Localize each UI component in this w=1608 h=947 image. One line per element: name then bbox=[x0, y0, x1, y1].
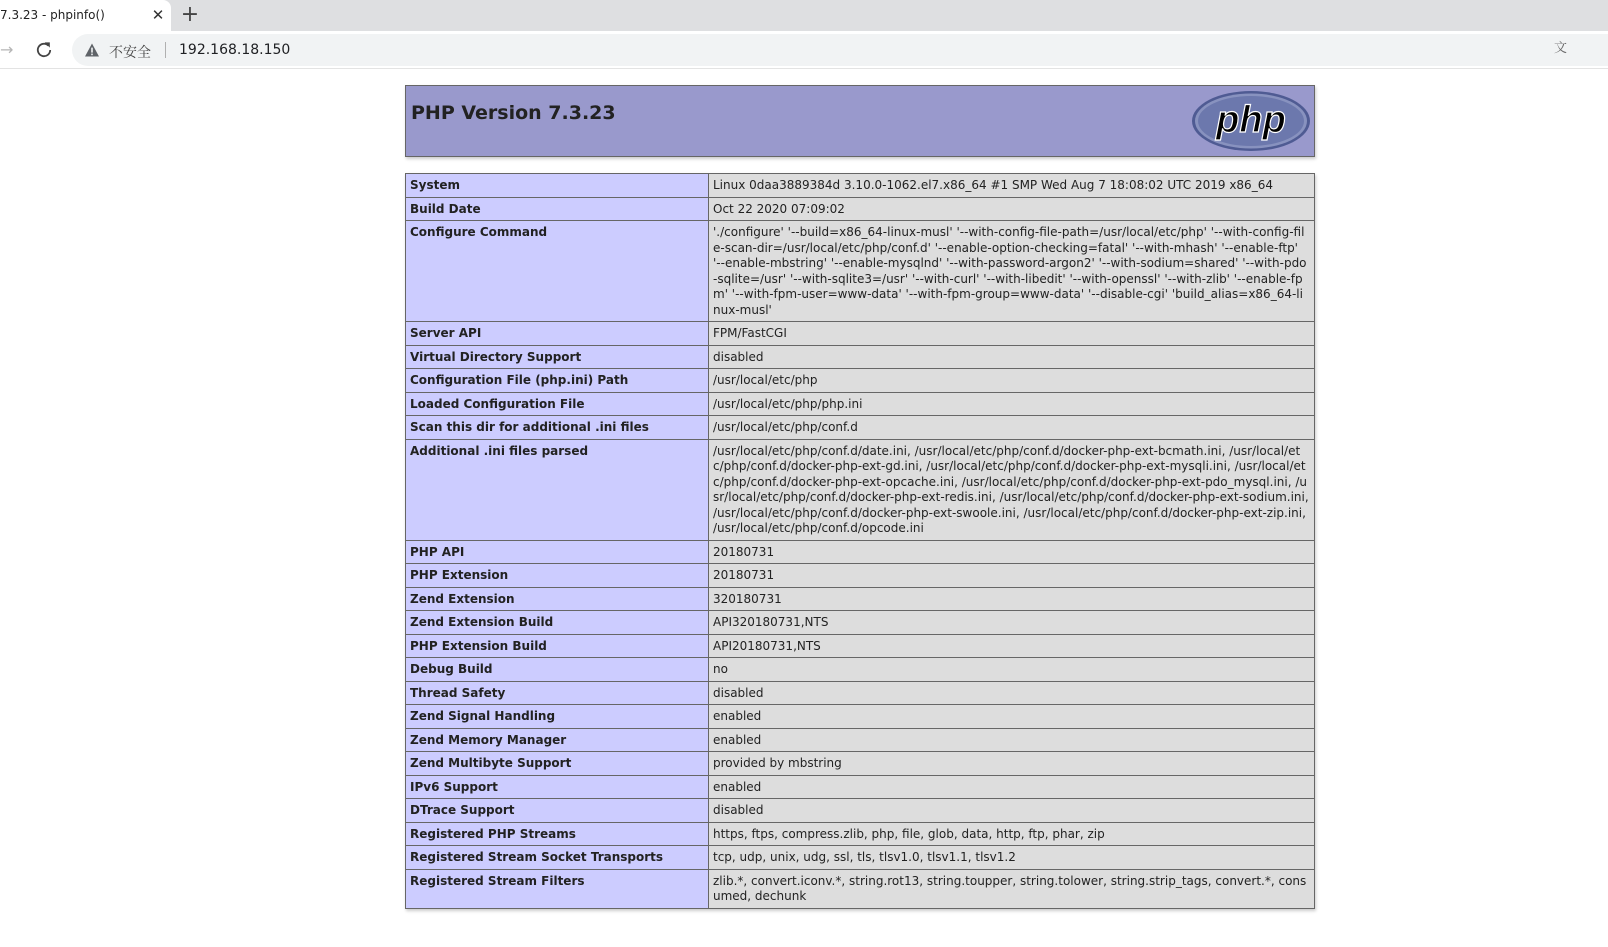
row-value: https, ftps, compress.zlib, php, file, glob, data, http, ftp, phar, zip bbox=[709, 822, 1315, 846]
address-bar[interactable] bbox=[72, 34, 1608, 66]
row-key: Thread Safety bbox=[406, 681, 709, 705]
row-key: PHP Extension Build bbox=[406, 634, 709, 658]
row-value: 20180731 bbox=[709, 564, 1315, 588]
row-value: enabled bbox=[709, 705, 1315, 729]
row-value: 320180731 bbox=[709, 587, 1315, 611]
row-value: no bbox=[709, 658, 1315, 682]
url-text[interactable]: 192.168.18.150 bbox=[179, 42, 291, 58]
table-row bbox=[406, 775, 1315, 799]
php-logo-text: php bbox=[1216, 99, 1286, 141]
row-key: Registered Stream Filters bbox=[406, 869, 709, 908]
table-row bbox=[406, 869, 1315, 908]
row-key: Loaded Configuration File bbox=[406, 392, 709, 416]
row-key: Zend Extension bbox=[406, 587, 709, 611]
row-key: Zend Signal Handling bbox=[406, 705, 709, 729]
row-key: Registered PHP Streams bbox=[406, 822, 709, 846]
row-key: Build Date bbox=[406, 197, 709, 221]
table-row bbox=[406, 658, 1315, 682]
table-row bbox=[406, 728, 1315, 752]
row-key: Zend Memory Manager bbox=[406, 728, 709, 752]
row-value: /usr/local/etc/php bbox=[709, 369, 1315, 393]
plus-icon[interactable]: + bbox=[180, 2, 200, 27]
warning-icon[interactable] bbox=[84, 42, 100, 58]
page-title: PHP Version 7.3.23 bbox=[411, 102, 616, 124]
row-key: Virtual Directory Support bbox=[406, 345, 709, 369]
translate-icon[interactable]: 文 bbox=[1554, 41, 1568, 56]
table-row bbox=[406, 369, 1315, 393]
page-content bbox=[0, 69, 1608, 947]
row-value: Linux 0daa3889384d 3.10.0-1062.el7.x86_64 #1 SMP Wed Aug 7 18:08:02 UTC 2019 x86_64 bbox=[709, 174, 1315, 198]
security-label[interactable]: 不安全 bbox=[109, 45, 151, 61]
row-value: zlib.*, convert.iconv.*, string.rot13, string.toupper, string.tolower, string.strip_tags, convert.*, consumed, dechunk bbox=[709, 869, 1315, 908]
row-key: Additional .ini files parsed bbox=[406, 439, 709, 540]
table-row bbox=[406, 705, 1315, 729]
browser-tab[interactable] bbox=[0, 0, 171, 31]
close-icon[interactable]: ✕ bbox=[151, 6, 165, 24]
row-value: API320180731,NTS bbox=[709, 611, 1315, 635]
table-row bbox=[406, 174, 1315, 198]
table-row bbox=[406, 564, 1315, 588]
row-key: Zend Multibyte Support bbox=[406, 752, 709, 776]
table-row bbox=[406, 345, 1315, 369]
table-row bbox=[406, 799, 1315, 823]
row-key: Registered Stream Socket Transports bbox=[406, 846, 709, 870]
row-key: PHP API bbox=[406, 540, 709, 564]
row-key: Configuration File (php.ini) Path bbox=[406, 369, 709, 393]
row-key: Scan this dir for additional .ini files bbox=[406, 416, 709, 440]
row-value: disabled bbox=[709, 345, 1315, 369]
row-value: 20180731 bbox=[709, 540, 1315, 564]
address-divider bbox=[165, 42, 166, 58]
table-row bbox=[406, 392, 1315, 416]
row-value: FPM/FastCGI bbox=[709, 322, 1315, 346]
row-value: enabled bbox=[709, 728, 1315, 752]
row-key: IPv6 Support bbox=[406, 775, 709, 799]
row-value: provided by mbstring bbox=[709, 752, 1315, 776]
table-row bbox=[406, 540, 1315, 564]
row-key: DTrace Support bbox=[406, 799, 709, 823]
table-row bbox=[406, 439, 1315, 540]
forward-icon[interactable]: → bbox=[0, 40, 14, 59]
table-row bbox=[406, 822, 1315, 846]
table-row bbox=[406, 611, 1315, 635]
table-row bbox=[406, 846, 1315, 870]
php-logo bbox=[1191, 90, 1311, 152]
row-value: enabled bbox=[709, 775, 1315, 799]
table-row bbox=[406, 634, 1315, 658]
row-key: PHP Extension bbox=[406, 564, 709, 588]
row-key: Server API bbox=[406, 322, 709, 346]
row-value: disabled bbox=[709, 799, 1315, 823]
row-value: /usr/local/etc/php/conf.d bbox=[709, 416, 1315, 440]
row-value: disabled bbox=[709, 681, 1315, 705]
row-value: tcp, udp, unix, udg, ssl, tls, tlsv1.0, tlsv1.1, tlsv1.2 bbox=[709, 846, 1315, 870]
row-key: System bbox=[406, 174, 709, 198]
tab-title: 7.3.23 - phpinfo() bbox=[0, 8, 105, 22]
row-value: API20180731,NTS bbox=[709, 634, 1315, 658]
row-key: Zend Extension Build bbox=[406, 611, 709, 635]
tab-strip bbox=[0, 0, 1608, 31]
reload-icon[interactable] bbox=[32, 38, 56, 62]
row-value: './configure' '--build=x86_64-linux-musl' '--with-config-file-path=/usr/local/etc/php' '--with-config-file-scan-dir=/usr/local/etc/php/conf.d' '--enable-option-checking=fatal' '--with-mhash' '--enable-ftp' '--enable-mbstring' '--enable-mysqlnd' '--with-password-argon2' '--with-sodium=shared' '--with-pdo-sqlite=/usr' '--with-sqlite3=/usr' '--with-curl' '--with-libedit' '--with-openssl' '--with-zlib' '--enable-fpm' '--with-fpm-user=www-data' '--with-fpm-group=www-data' '--disable-cgi' 'build_alias=x86_64-linux-musl' bbox=[709, 221, 1315, 322]
row-value: Oct 22 2020 07:09:02 bbox=[709, 197, 1315, 221]
browser-toolbar bbox=[0, 31, 1608, 69]
table-row bbox=[406, 197, 1315, 221]
table-row bbox=[406, 221, 1315, 322]
table-row bbox=[406, 752, 1315, 776]
row-value: /usr/local/etc/php/php.ini bbox=[709, 392, 1315, 416]
table-row bbox=[406, 587, 1315, 611]
table-row bbox=[406, 322, 1315, 346]
row-value: /usr/local/etc/php/conf.d/date.ini, /usr/local/etc/php/conf.d/docker-php-ext-bcmath.ini, /usr/local/etc/php/conf.d/docker-php-ext-gd.ini, /usr/local/etc/php/conf.d/docker-php-ext-mysqli.ini, /usr/local/etc/php/conf.d/docker-php-ext-opcache.ini, /usr/local/etc/php/conf.d/docker-php-ext-pdo_mysql.ini, /usr/local/etc/php/conf.d/docker-php-ext-redis.ini, /usr/local/etc/php/conf.d/docker-php-ext-sodium.ini, /usr/local/etc/php/conf.d/docker-php-ext-swoole.ini, /usr/local/etc/php/conf.d/docker-php-ext-zip.ini, /usr/local/etc/php/conf.d/opcode.ini bbox=[709, 439, 1315, 540]
phpinfo-header bbox=[405, 85, 1315, 157]
row-key: Configure Command bbox=[406, 221, 709, 322]
phpinfo-table bbox=[405, 173, 1315, 909]
table-row bbox=[406, 416, 1315, 440]
table-row bbox=[406, 681, 1315, 705]
row-key: Debug Build bbox=[406, 658, 709, 682]
